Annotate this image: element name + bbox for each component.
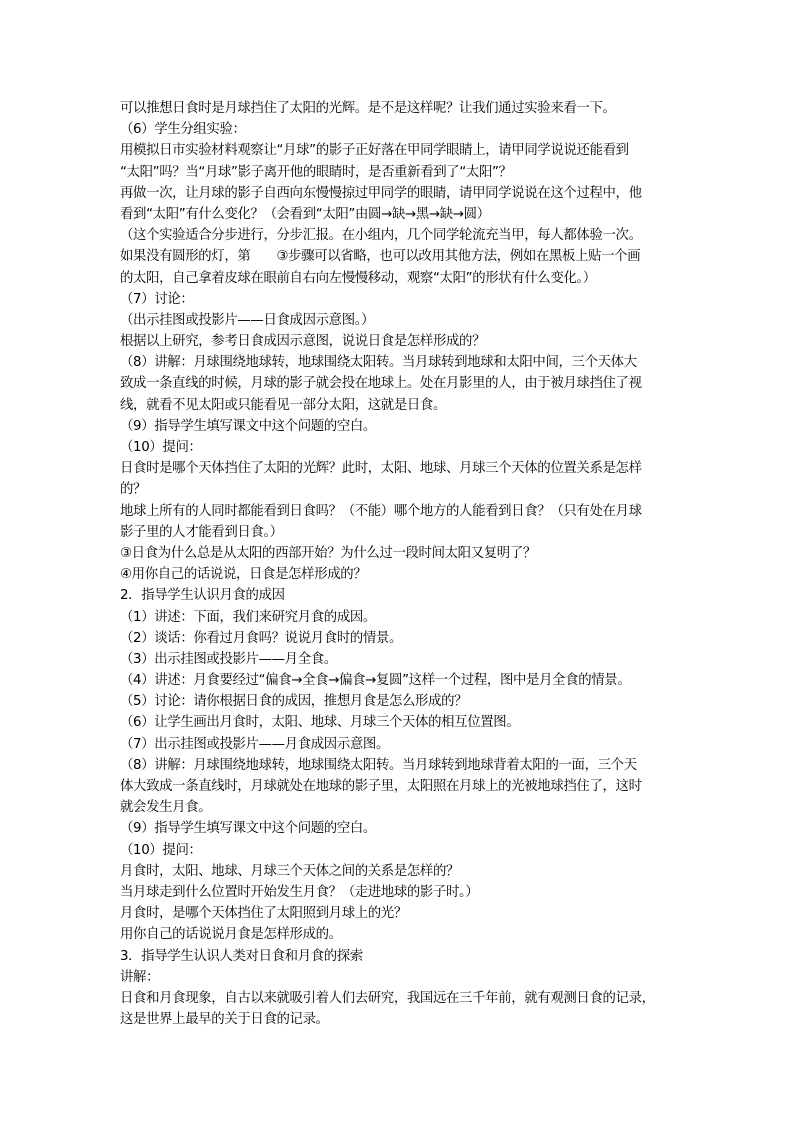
text-line: （9）指导学生填写课文中这个问题的空白。 bbox=[120, 821, 376, 837]
text-line: （1）讲述：下面，我们来研究月食的成因。 bbox=[120, 609, 376, 625]
text-line: 体大致成一条直线时，月球就处在地球的影子里，太阳照在月球上的光被地球挡住了，这时 bbox=[120, 779, 642, 794]
text-line: （出示挂图或投影片——日食成因示意图。） bbox=[120, 312, 375, 328]
text-line: （8）讲解：月球围绕地球转，地球围绕太阳转。当月球转到地球背着太阳的一面，三个天 bbox=[120, 757, 637, 773]
text-line: 致成一条直线的时候，月球的影子就会投在地球上。处在月影里的人，由于被月球挡住了视 bbox=[120, 376, 642, 392]
text-line: （7）出示挂图或投影片——月食成因示意图。 bbox=[120, 736, 389, 752]
text-line: （10）提问： bbox=[120, 440, 202, 455]
text-line: 用模拟日市实验材料观察让“月球”的影子正好落在甲同学眼睛上，请甲同学说说还能看到 bbox=[120, 143, 629, 159]
text-line: （10）提问： bbox=[120, 842, 202, 858]
text-line: ③日食为什么总是从太阳的西部开始？为什么过一段时间太阳又复明了？ bbox=[120, 545, 536, 561]
text-line: 讲解： bbox=[120, 969, 160, 985]
text-line: 月食时，太阳、地球、月球三个天体之间的关系是怎样的？ bbox=[120, 863, 460, 879]
text-line: 地球上所有的人同时都能看到日食吗？（不能）哪个地方的人能看到日食？（只有处在月球 bbox=[120, 503, 642, 519]
text-line: （这个实验适合分步进行，分步汇报。在小组内，几个同学轮流充当甲，每人都体验一次。 bbox=[120, 228, 642, 244]
text-line: （4）讲述：月食要经过“偏食→全食→偏食→复圆”这样一个过程，图中是月全食的情景。 bbox=[120, 673, 631, 689]
text-line: （2）谈话：你看过月食吗？说说月食时的情景。 bbox=[120, 630, 403, 646]
text-line: （8）讲解：月球围绕地球转，地球围绕太阳转。当月球转到地球和太阳中间，三个天体大 bbox=[120, 355, 637, 371]
text-line: 这是世界上最早的关于日食的记录。 bbox=[120, 1012, 329, 1028]
text-line: 用你自己的话说说月食是怎样形成的。 bbox=[120, 927, 342, 943]
text-line: （9）指导学生填写课文中这个问题的空白。 bbox=[120, 418, 376, 434]
text-line: 日食和月食现象，自古以来就吸引着人们去研究，我国远在三千年前，就有观测日食的记录， bbox=[120, 990, 655, 1006]
text-line: 3．指导学生认识人类对日食和月食的探索 bbox=[120, 948, 363, 964]
text-line: 如果没有圆形的灯，第 ③步骤可以省略，也可以改用其他方法，例如在黑板上贴一个画 bbox=[120, 249, 641, 265]
text-line: 线，就看不见太阳或只能看见一部分太阳，这就是日食。 bbox=[120, 397, 447, 413]
text-line: 就会发生月食。 bbox=[120, 800, 212, 816]
text-line: 月食时，是哪个天体挡住了太阳照到月球上的光？ bbox=[120, 906, 407, 922]
text-line: 可以推想日食时是月球挡住了太阳的光辉。是不是这样呢？让我们通过实验来看一下。 bbox=[120, 101, 616, 116]
text-line: 当月球走到什么位置时开始发生月食？（走进地球的影子时。） bbox=[120, 884, 479, 900]
text-line: （6）让学生画出月食时，太阳、地球、月球三个天体的相互位置图。 bbox=[120, 715, 520, 731]
text-line: 影子里的人才能看到日食。） bbox=[120, 524, 283, 540]
text-line: 2．指导学生认识月食的成因 bbox=[120, 588, 285, 604]
text-line: 看到“太阳”有什么变化？（会看到“太阳”由圆→缺→黑→缺→圆） bbox=[120, 206, 490, 222]
text-line: 的？ bbox=[120, 482, 147, 498]
text-line: 根据以上研究，参考日食成因示意图，说说日食是怎样形成的？ bbox=[120, 334, 486, 350]
text-line: 日食时是哪个天体挡住了太阳的光辉？此时，太阳、地球、月球三个天体的位置关系是怎样 bbox=[120, 461, 642, 477]
text-line: （5）讨论：请你根据日食的成因，推想月食是怎么形成的？ bbox=[120, 694, 468, 710]
text-line: ④用你自己的话说说，日食是怎样形成的？ bbox=[120, 567, 367, 583]
text-line: （7）讨论： bbox=[120, 291, 194, 307]
text-line: （6）学生分组实验： bbox=[120, 122, 246, 138]
text-line: （3）出示挂图或投影片——月全食。 bbox=[120, 651, 337, 667]
text-line: 再做一次，让月球的影子自西向东慢慢掠过甲同学的眼睛，请甲同学说说在这个过程中，他 bbox=[120, 185, 642, 201]
text-line: “太阳”吗？当“月球”影子离开他的眼睛时，是否重新看到了“太阳”？ bbox=[120, 164, 512, 180]
document-page bbox=[120, 98, 682, 1030]
text-line: 的太阳，自己拿着皮球在眼前自右向左慢慢移动，观察“太阳”的形状有什么变化。） bbox=[120, 270, 596, 286]
